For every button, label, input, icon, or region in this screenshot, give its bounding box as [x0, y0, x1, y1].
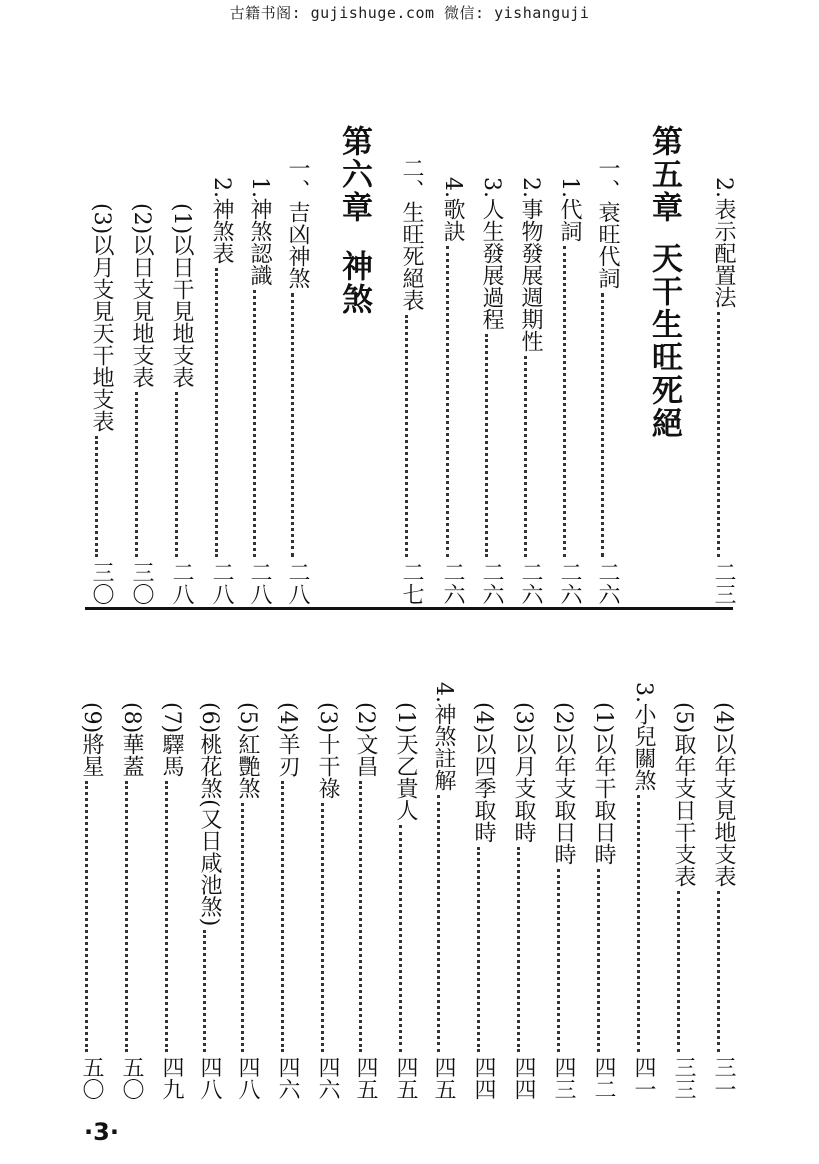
dot-leader: [125, 781, 142, 1052]
entry-page: 四八: [235, 1056, 260, 1100]
entry-title: 二、生旺死絕表: [399, 157, 424, 311]
entry-page: 四八: [197, 1056, 222, 1100]
page-number: ·3·: [84, 1118, 119, 1146]
chapter-6-heading: [336, 125, 372, 316]
toc-entry[interactable]: [508, 690, 534, 1100]
dot-leader: [524, 356, 541, 557]
toc-entry[interactable]: [126, 115, 152, 605]
entry-page: 四六: [275, 1056, 300, 1100]
toc-lower-section: [60, 682, 760, 1100]
entry-page: 四五: [431, 1056, 456, 1100]
dot-leader: [165, 781, 182, 1052]
entry-title: (6)桃花煞(又日咸池煞): [197, 702, 222, 927]
toc-entry[interactable]: [206, 115, 232, 605]
dot-leader: [359, 781, 376, 1052]
dot-leader: [321, 803, 338, 1052]
entry-page: 二八: [285, 561, 310, 605]
chapter-title: 天干生旺死絕: [646, 242, 682, 440]
toc-entry[interactable]: [312, 690, 338, 1100]
entry-title: 4.神煞註解: [431, 682, 456, 791]
toc-entry[interactable]: [668, 690, 694, 1100]
entry-title: 1.代詞: [557, 177, 582, 242]
dot-leader: [215, 268, 232, 557]
entry-title: (5)紅艷煞: [235, 702, 260, 800]
entry-title: (2)文昌: [353, 702, 378, 778]
toc-entry[interactable]: [244, 115, 270, 605]
entry-title: (9)將星: [79, 702, 104, 778]
chapter-title: 神煞: [336, 250, 372, 316]
entry-page: 二六: [479, 561, 504, 605]
entry-page: 二六: [440, 561, 465, 605]
dot-leader: [281, 781, 298, 1052]
section-divider: [85, 607, 733, 610]
dot-leader: [241, 803, 258, 1052]
toc-entry[interactable]: [272, 690, 298, 1100]
toc-entry[interactable]: [396, 115, 422, 605]
dot-leader: [203, 930, 220, 1052]
chapter-number: 第六章: [336, 125, 372, 224]
entry-title: (3)以月支取時: [511, 702, 536, 844]
entry-page: 三〇: [89, 561, 114, 605]
toc-entry[interactable]: [76, 690, 102, 1100]
entry-page: 二七: [399, 561, 424, 605]
dot-leader: [399, 825, 416, 1052]
entry-title: (1)以日干見地支表: [169, 203, 194, 389]
entry-title: 2.表示配置法: [711, 177, 736, 308]
entry-page: 二三: [711, 561, 736, 605]
entry-page: 五〇: [79, 1056, 104, 1100]
dot-leader: [446, 246, 463, 557]
entry-title: 2.神煞表: [209, 177, 234, 264]
entry-page: 二六: [557, 561, 582, 605]
toc-entry[interactable]: [194, 690, 220, 1100]
dot-leader: [291, 293, 308, 557]
entry-page: 二六: [518, 561, 543, 605]
entry-page: 四五: [353, 1056, 378, 1100]
toc-upper-section: [60, 115, 760, 605]
dot-leader: [717, 891, 734, 1052]
entry-page: 四九: [159, 1056, 184, 1100]
entry-title: (3)以月支見天干地支表: [89, 203, 114, 433]
dot-leader: [485, 334, 502, 557]
dot-leader: [253, 290, 270, 557]
toc-entry[interactable]: [592, 115, 618, 605]
entry-title: (7)驛馬: [159, 702, 184, 778]
entry-title: 3.人生發展過程: [479, 177, 504, 330]
entry-title: 一、吉凶神煞: [285, 157, 310, 289]
dot-leader: [601, 293, 618, 557]
toc-entry[interactable]: [437, 115, 463, 605]
entry-page: 五〇: [119, 1056, 144, 1100]
toc-entry[interactable]: [708, 115, 734, 605]
dot-leader: [85, 781, 102, 1052]
entry-page: 二八: [169, 561, 194, 605]
toc-entry[interactable]: [588, 690, 614, 1100]
entry-page: 四四: [511, 1056, 536, 1100]
entry-page: 三一: [711, 1056, 736, 1100]
toc-entry[interactable]: [708, 690, 734, 1100]
dot-leader: [517, 847, 534, 1052]
toc-entry[interactable]: [628, 682, 656, 1100]
toc-entry[interactable]: [282, 115, 308, 605]
entry-title: (1)天乙貴人: [393, 702, 418, 822]
entry-title: (2)以日支見地支表: [129, 203, 154, 389]
entry-title: 2.事物發展週期性: [518, 177, 543, 352]
entry-title: (8)華蓋: [119, 702, 144, 778]
entry-page: 四五: [393, 1056, 418, 1100]
entry-title: (4)以年支見地支表: [711, 702, 736, 888]
entry-title: (5)取年支日干支表: [671, 702, 696, 888]
toc-entry[interactable]: [86, 115, 112, 605]
entry-page: 三三: [671, 1056, 696, 1100]
entry-page: 二六: [595, 561, 620, 605]
toc-entry[interactable]: [548, 690, 574, 1100]
dot-leader: [405, 315, 422, 557]
toc-entry[interactable]: [428, 682, 456, 1100]
dot-leader: [557, 869, 574, 1052]
dot-leader: [437, 795, 454, 1052]
entry-page: 三〇: [129, 561, 154, 605]
dot-leader: [677, 891, 694, 1052]
entry-title: 1.神煞認識: [247, 177, 272, 286]
toc-entry[interactable]: [468, 690, 494, 1100]
toc-entry[interactable]: [390, 690, 416, 1100]
dot-leader: [637, 795, 654, 1052]
entry-title: 3.小兒關煞: [631, 682, 656, 791]
entry-title: (1)以年干取日時: [591, 702, 616, 866]
entry-page: 四二: [591, 1056, 616, 1100]
dot-leader: [563, 246, 580, 557]
entry-title: 一、衰旺代詞: [595, 157, 620, 289]
toc-entry[interactable]: [515, 115, 541, 605]
dot-leader: [95, 436, 112, 557]
toc-entry[interactable]: [116, 690, 142, 1100]
entry-title: 4.歌訣: [440, 177, 465, 242]
dot-leader: [175, 392, 192, 557]
toc-entry[interactable]: [166, 115, 192, 605]
toc-entry[interactable]: [476, 115, 502, 605]
dot-leader: [135, 392, 152, 557]
entry-page: 二八: [247, 561, 272, 605]
entry-title: (2)以年支取日時: [551, 702, 576, 866]
toc-entry[interactable]: [350, 690, 376, 1100]
dot-leader: [477, 847, 494, 1052]
toc-entry[interactable]: [232, 690, 258, 1100]
entry-title: (4)以四季取時: [471, 702, 496, 844]
toc-entry[interactable]: [156, 690, 182, 1100]
chapter-number: 第五章: [646, 125, 682, 224]
watermark-header: 古籍书阁: gujishuge.com 微信: yishanguji: [229, 4, 590, 22]
entry-page: 四三: [551, 1056, 576, 1100]
chapter-5-heading: [646, 125, 682, 440]
entry-title: (3)十干祿: [315, 702, 340, 800]
dot-leader: [717, 312, 734, 557]
entry-title: (4)羊刃: [275, 702, 300, 778]
entry-page: 四一: [631, 1056, 656, 1100]
entry-page: 二八: [209, 561, 234, 605]
entry-page: 四六: [315, 1056, 340, 1100]
dot-leader: [597, 869, 614, 1052]
toc-entry[interactable]: [554, 115, 580, 605]
entry-page: 四四: [471, 1056, 496, 1100]
